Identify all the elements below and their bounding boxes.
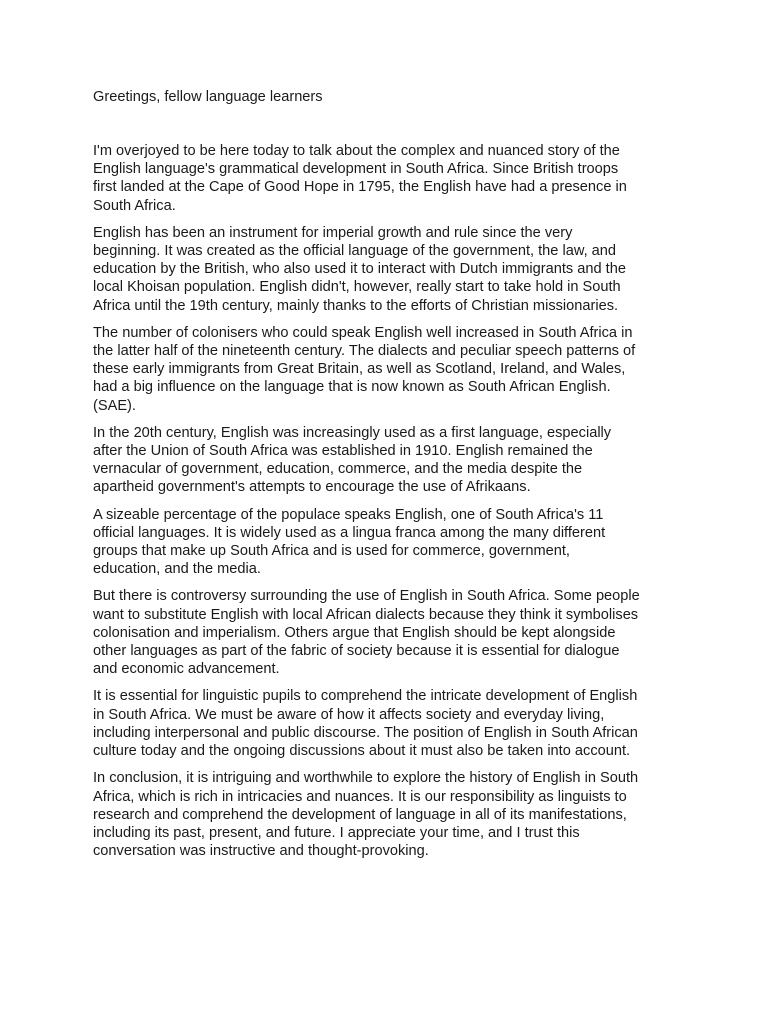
text-line: and economic advancement. [93,661,280,678]
text-line: But there is controversy surrounding the use of English in South Africa. Some people [93,588,640,605]
text-line: Africa, which is rich in intricacies and nuances. It is our responsibility as linguists to [93,788,627,805]
text-line: education by the British, who also used it to interact with Dutch immigrants and the [93,261,626,278]
paragraph-intro [93,142,683,215]
text-line: (SAE). [93,397,136,414]
paragraph-controversy [93,587,683,678]
document-body [93,142,683,869]
text-line: research and comprehend the development of language in all of its manifestations, [93,806,627,823]
text-line: education, and the media. [93,561,261,578]
text-line: other languages as part of the fabric of society because it is essential for dialogue [93,643,620,660]
text-line: Africa until the 19th century, mainly thanks to the efforts of Christian missionaries. [93,297,619,314]
text-line: after the Union of South Africa was established in 1910. English remained the [93,443,593,460]
paragraph-linguistic-pupils [93,687,683,760]
text-line: I'm overjoyed to be here today to talk about the complex and nuanced story of the [93,143,620,159]
text-line: It is essential for linguistic pupils to comprehend the intricate development of English [93,688,638,705]
text-line: want to substitute English with local African dialects because they think it symbolises [93,606,639,623]
text-line: including its past, present, and future. I appreciate your time, and I trust this [93,824,580,841]
text-line: local Khoisan population. English didn't, however, really start to take hold in South [93,279,621,296]
text-line: English language's grammatical development in South Africa. Since British troops [93,161,619,178]
text-line: including interpersonal and public discourse. The position of English in South African [93,724,638,741]
text-line: the latter half of the nineteenth century. The dialects and peculiar speech patterns of [93,343,636,360]
text-line: South Africa. [93,197,176,214]
text-line: first landed at the Cape of Good Hope in 1795, the English have had a presence in [93,179,627,196]
text-line: culture today and the ongoing discussions about it must also be taken into account. [93,743,631,760]
text-line: in South Africa. We must be aware of how it affects society and everyday living, [93,706,605,723]
text-line: conversation was instructive and thought-provoking. [93,843,429,860]
text-line: these early immigrants from Great Britain, as well as Scotland, Ireland, and Wales, [93,361,626,378]
text-line: apartheid government's attempts to encourage the use of Afrikaans. [93,479,531,496]
text-line: A sizeable percentage of the populace speaks English, one of South Africa's 11 [93,506,604,523]
paragraph-twentieth-century [93,424,683,497]
text-line: beginning. It was created as the official language of the government, the law, and [93,243,617,260]
greeting-line: Greetings, fellow language learners [93,89,323,105]
text-line: official languages. It is widely used as a lingua franca among the many different [93,524,606,541]
text-line: The number of colonisers who could speak English well increased in South Africa in [93,324,633,341]
text-line: English has been an instrument for imperial growth and rule since the very [93,224,573,241]
text-line: In the 20th century, English was increasingly used as a first language, especially [93,424,612,441]
paragraph-official-languages [93,506,683,579]
paragraph-imperial-history [93,224,683,315]
text-line: groups that make up South Africa and is used for commerce, government, [93,543,570,560]
text-line: vernacular of government, education, commerce, and the media despite the [93,461,583,478]
paragraph-colonisers [93,324,683,415]
paragraph-conclusion [93,769,683,860]
text-line: In conclusion, it is intriguing and worthwhile to explore the history of English in South [93,770,639,787]
text-line: had a big influence on the language that is now known as South African English. [93,379,611,396]
text-line: colonisation and imperialism. Others argue that English should be kept alongside [93,624,616,641]
